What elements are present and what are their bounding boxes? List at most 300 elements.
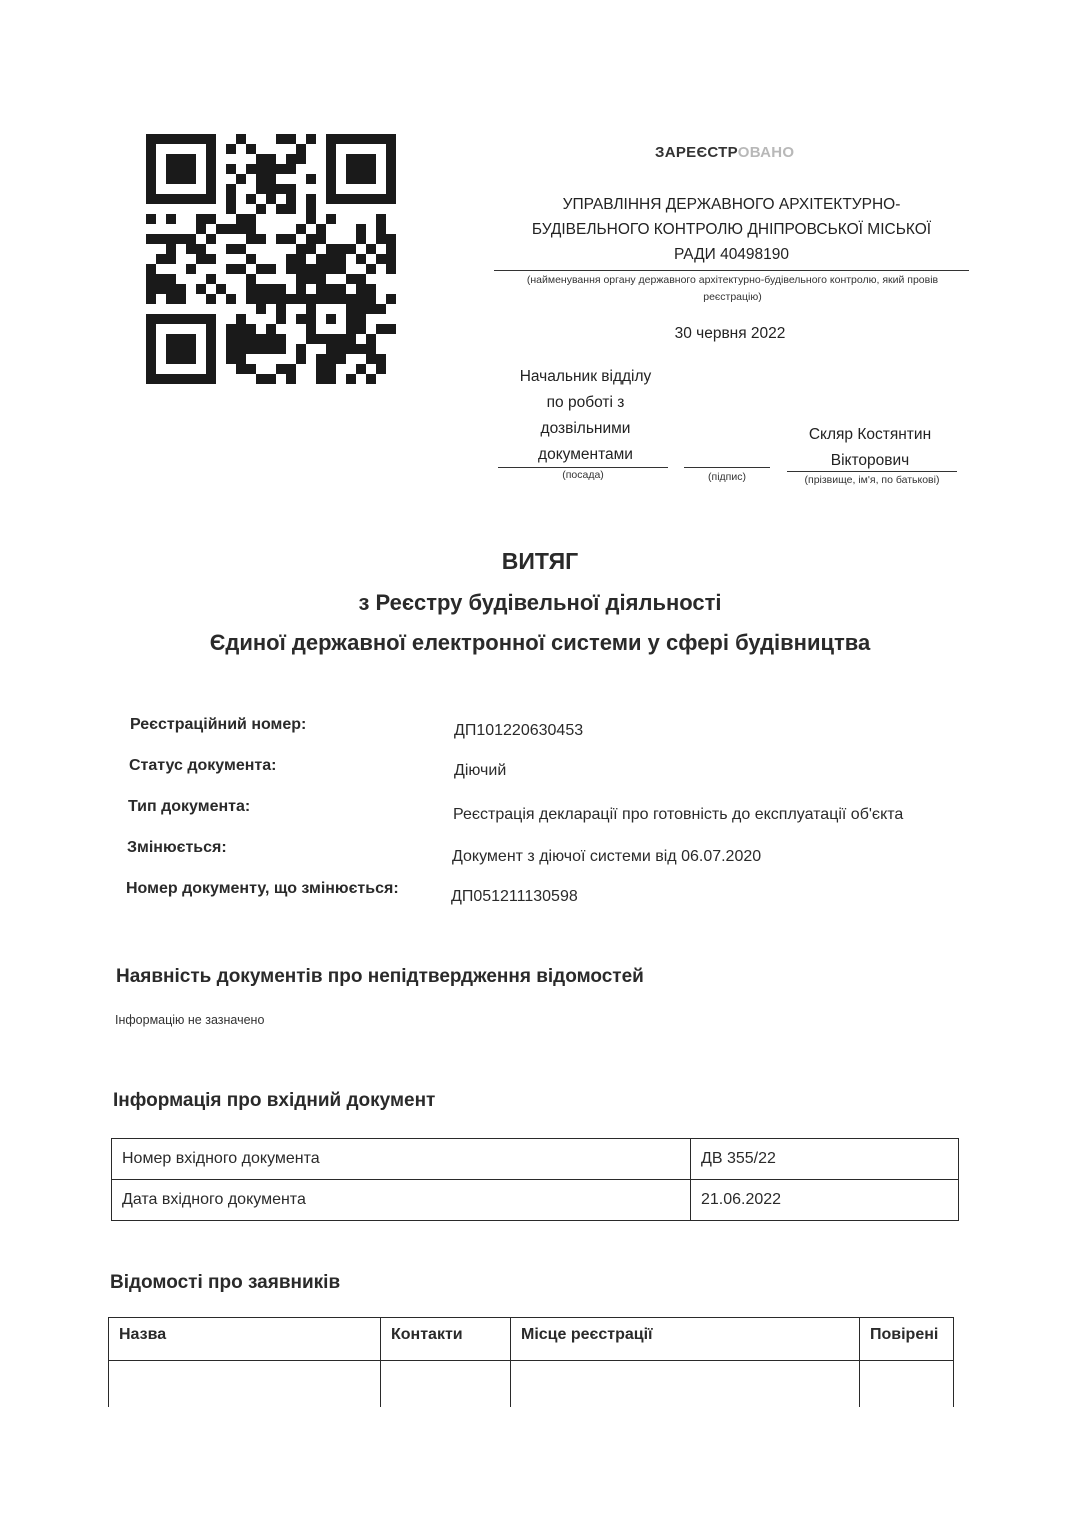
organ-underline — [494, 270, 969, 271]
table-row — [109, 1361, 954, 1408]
qr-module — [326, 374, 336, 384]
qr-module — [316, 234, 326, 244]
qr-module — [326, 164, 336, 174]
qr-module — [186, 264, 196, 274]
qr-module — [376, 324, 386, 334]
qr-module — [326, 364, 336, 374]
qr-module — [226, 244, 236, 254]
qr-module — [286, 254, 296, 264]
qr-module — [176, 134, 186, 144]
qr-module — [326, 144, 336, 154]
qr-module — [196, 244, 206, 254]
qr-module — [286, 294, 296, 304]
qr-module — [176, 294, 186, 304]
document-subtitle: з Реєстру будівельної діяльності — [358, 590, 722, 615]
qr-module — [346, 194, 356, 204]
qr-module — [376, 214, 386, 224]
qr-module — [196, 194, 206, 204]
qr-module — [246, 334, 256, 344]
qr-module — [146, 294, 156, 304]
organ-line: УПРАВЛІННЯ ДЕРЖАВНОГО АРХІТЕКТУРНО- — [562, 196, 901, 213]
qr-module — [236, 224, 246, 234]
field-label-reg-number: Реєстраційний номер: — [130, 716, 307, 733]
qr-module — [386, 254, 396, 264]
organ-line: БУДІВЕЛЬНОГО КОНТРОЛЮ ДНІПРОВСЬКОЇ МІСЬКОЇ — [531, 221, 932, 238]
qr-module — [146, 134, 156, 144]
qr-module — [296, 224, 306, 234]
qr-module — [316, 264, 326, 274]
qr-module — [226, 354, 236, 364]
qr-module — [336, 254, 346, 264]
qr-module — [206, 274, 216, 284]
qr-module — [306, 234, 316, 244]
field-value-status: Діючий — [454, 762, 507, 779]
qr-module — [186, 154, 196, 164]
qr-module — [186, 344, 196, 354]
qr-module — [166, 134, 176, 144]
qr-module — [236, 344, 246, 354]
qr-module — [366, 164, 376, 174]
qr-module — [266, 294, 276, 304]
qr-module — [306, 214, 316, 224]
qr-module — [176, 164, 186, 174]
qr-module — [206, 234, 216, 244]
qr-module — [326, 314, 336, 324]
incoming-document-table — [111, 1138, 959, 1221]
qr-module — [286, 184, 296, 194]
qr-module — [256, 264, 266, 274]
qr-module — [276, 334, 286, 344]
qr-module — [206, 364, 216, 374]
qr-module — [166, 284, 176, 294]
qr-module — [346, 314, 356, 324]
field-value-changed-number: ДП051211130598 — [451, 888, 578, 905]
qr-module — [146, 334, 156, 344]
qr-module — [256, 184, 266, 194]
qr-module — [326, 174, 336, 184]
qr-module — [246, 344, 256, 354]
qr-module — [326, 334, 336, 344]
qr-module — [316, 364, 326, 374]
qr-module — [146, 154, 156, 164]
qr-module — [386, 154, 396, 164]
qr-module — [256, 234, 266, 244]
qr-module — [376, 194, 386, 204]
qr-module — [296, 144, 306, 154]
qr-module — [306, 174, 316, 184]
qr-module — [266, 374, 276, 384]
qr-module — [186, 164, 196, 174]
qr-module — [176, 334, 186, 344]
qr-module — [236, 214, 246, 224]
registration-stamp-status — [655, 144, 794, 161]
qr-module — [206, 134, 216, 144]
qr-module — [226, 144, 236, 154]
qr-module — [316, 374, 326, 384]
qr-module — [176, 154, 186, 164]
qr-module — [236, 324, 246, 334]
qr-module — [346, 374, 356, 384]
qr-module — [356, 234, 366, 244]
qr-module — [166, 244, 176, 254]
qr-module — [306, 194, 316, 204]
qr-module — [176, 174, 186, 184]
qr-module — [366, 284, 376, 294]
qr-module — [276, 204, 286, 214]
qr-module — [186, 194, 196, 204]
qr-module — [306, 274, 316, 284]
qr-module — [316, 274, 326, 284]
qr-module — [296, 344, 306, 354]
qr-module — [346, 294, 356, 304]
qr-module — [286, 194, 296, 204]
qr-module — [196, 224, 206, 234]
qr-module — [206, 294, 216, 304]
qr-module — [316, 254, 326, 264]
position-line: Начальник відділу — [519, 368, 652, 385]
qr-module — [156, 134, 166, 144]
qr-module — [156, 274, 166, 284]
qr-module — [186, 374, 196, 384]
qr-module — [246, 214, 256, 224]
qr-module — [356, 364, 366, 374]
table-cell — [511, 1361, 860, 1408]
qr-module — [266, 334, 276, 344]
qr-module — [296, 274, 306, 284]
qr-module — [386, 294, 396, 304]
qr-module — [386, 134, 396, 144]
qr-module — [336, 344, 346, 354]
qr-module — [336, 134, 346, 144]
qr-module — [166, 214, 176, 224]
qr-module — [316, 334, 326, 344]
qr-module — [246, 324, 256, 334]
qr-module — [296, 314, 306, 324]
qr-module — [266, 174, 276, 184]
qr-module — [306, 294, 316, 304]
qr-module — [356, 194, 366, 204]
qr-module — [356, 314, 366, 324]
qr-module — [336, 244, 346, 254]
qr-module — [146, 184, 156, 194]
qr-module — [216, 224, 226, 234]
qr-module — [286, 154, 296, 164]
qr-module — [366, 154, 376, 164]
field-label-doc-type: Тип документа: — [128, 798, 251, 815]
incoming-value-number: ДВ 355/22 — [691, 1139, 959, 1180]
qr-module — [176, 344, 186, 354]
caption-signature: (підпис) — [708, 471, 746, 483]
qr-module — [206, 214, 216, 224]
qr-module — [366, 374, 376, 384]
qr-module — [326, 344, 336, 354]
table-cell — [860, 1361, 954, 1408]
qr-module — [346, 164, 356, 174]
qr-module — [366, 294, 376, 304]
qr-module — [256, 174, 266, 184]
qr-module — [326, 184, 336, 194]
qr-module — [226, 164, 236, 174]
qr-module — [206, 164, 216, 174]
qr-module — [226, 224, 236, 234]
position-underline — [498, 467, 668, 468]
qr-module — [256, 284, 266, 294]
qr-module — [366, 334, 376, 344]
qr-module — [296, 264, 306, 274]
qr-module — [306, 324, 316, 334]
qr-module — [236, 244, 246, 254]
qr-module — [236, 134, 246, 144]
qr-module — [266, 324, 276, 334]
qr-module — [236, 264, 246, 274]
qr-module — [186, 314, 196, 324]
official-position — [498, 364, 673, 468]
qr-module — [386, 234, 396, 244]
qr-module — [256, 304, 266, 314]
qr-module — [206, 254, 216, 264]
name-underline — [787, 471, 957, 472]
qr-module — [236, 354, 246, 364]
qr-module — [206, 194, 216, 204]
qr-module — [306, 264, 316, 274]
position-line: по роботі з — [546, 394, 625, 411]
qr-module — [286, 234, 296, 244]
qr-module — [156, 234, 166, 244]
qr-module — [296, 244, 306, 254]
organ-caption: (найменування органу державного архітектурно-будівельного контролю, який провів реєстрацію) — [526, 274, 939, 303]
qr-module — [326, 354, 336, 364]
qr-module — [186, 354, 196, 364]
qr-module — [266, 184, 276, 194]
qr-module — [206, 374, 216, 384]
qr-module — [206, 324, 216, 334]
incoming-value-date: 21.06.2022 — [691, 1180, 959, 1221]
qr-module — [206, 334, 216, 344]
qr-module — [196, 254, 206, 264]
qr-module — [226, 334, 236, 344]
document-title: ВИТЯГ — [501, 548, 579, 574]
qr-module — [366, 174, 376, 184]
qr-module — [336, 294, 346, 304]
qr-module — [336, 354, 346, 364]
qr-module — [366, 134, 376, 144]
qr-module — [376, 234, 386, 244]
qr-module — [356, 274, 366, 284]
qr-module — [176, 354, 186, 364]
qr-module — [346, 344, 356, 354]
qr-module — [146, 234, 156, 244]
qr-module — [246, 254, 256, 264]
qr-module — [186, 174, 196, 184]
qr-module — [356, 224, 366, 234]
table-cell — [109, 1361, 381, 1408]
qr-module — [276, 184, 286, 194]
qr-module — [216, 284, 226, 294]
qr-module — [326, 194, 336, 204]
qr-module — [376, 254, 386, 264]
position-line: дозвільними — [540, 420, 631, 437]
qr-module — [256, 154, 266, 164]
qr-module — [166, 334, 176, 344]
incoming-label-date: Дата вхідного документа — [112, 1180, 691, 1221]
qr-module — [276, 234, 286, 244]
qr-module — [196, 214, 206, 224]
qr-module — [146, 364, 156, 374]
qr-module — [226, 344, 236, 354]
qr-module — [166, 174, 176, 184]
qr-module — [276, 344, 286, 354]
qr-module — [266, 164, 276, 174]
qr-module — [256, 334, 266, 344]
qr-module — [296, 354, 306, 364]
qr-module — [146, 374, 156, 384]
qr-module — [186, 334, 196, 344]
qr-module — [376, 364, 386, 374]
qr-module — [226, 194, 236, 204]
qr-module — [316, 224, 326, 234]
qr-module — [286, 374, 296, 384]
qr-module — [366, 344, 376, 354]
field-value-reg-number: ДП101220630453 — [454, 722, 584, 739]
qr-module — [196, 374, 206, 384]
qr-module — [166, 374, 176, 384]
qr-module — [156, 194, 166, 204]
qr-module — [356, 284, 366, 294]
qr-module — [206, 184, 216, 194]
qr-module — [346, 304, 356, 314]
field-label-changed-number: Номер документу, що змінюється: — [126, 880, 399, 897]
qr-module — [156, 374, 166, 384]
qr-module — [266, 284, 276, 294]
qr-module — [306, 134, 316, 144]
qr-module — [286, 264, 296, 274]
qr-module — [346, 174, 356, 184]
qr-module — [146, 324, 156, 334]
qr-module — [146, 354, 156, 364]
stamp-status-faded: ОВАНО — [737, 144, 795, 161]
qr-module — [266, 154, 276, 164]
qr-module — [246, 144, 256, 154]
qr-module — [346, 334, 356, 344]
qr-module — [186, 244, 196, 254]
qr-module — [146, 194, 156, 204]
qr-module — [356, 164, 366, 174]
qr-module — [176, 374, 186, 384]
qr-module — [296, 294, 306, 304]
qr-module — [236, 334, 246, 344]
qr-module — [356, 344, 366, 354]
qr-module — [306, 334, 316, 344]
qr-module — [246, 194, 256, 204]
qr-module — [386, 144, 396, 154]
qr-module — [246, 364, 256, 374]
qr-module — [246, 284, 256, 294]
qr-module — [296, 254, 306, 264]
qr-module — [266, 344, 276, 354]
stamp-status-text: ЗАРЕЄСТР — [655, 144, 738, 161]
qr-module — [266, 264, 276, 274]
qr-module — [246, 164, 256, 174]
qr-module — [386, 194, 396, 204]
qr-module — [176, 234, 186, 244]
field-value-changes: Документ з діючої системи від 06.07.2020 — [452, 848, 762, 865]
qr-module — [246, 224, 256, 234]
qr-module — [336, 334, 346, 344]
column-header-representatives: Повірені — [860, 1318, 954, 1361]
qr-code — [146, 134, 396, 384]
qr-module — [156, 284, 166, 294]
qr-module — [226, 204, 236, 214]
qr-module — [286, 164, 296, 174]
qr-module — [196, 314, 206, 324]
qr-module — [226, 294, 236, 304]
qr-module — [176, 194, 186, 204]
column-header-contacts: Контакти — [381, 1318, 511, 1361]
qr-module — [256, 164, 266, 174]
qr-module — [276, 134, 286, 144]
qr-module — [386, 174, 396, 184]
qr-module — [156, 314, 166, 324]
qr-module — [246, 274, 256, 284]
document-subtitle-system: Єдиної державної електронної системи у сфері будівництва — [209, 630, 871, 655]
nonconfirm-note: Інформацію не зазначено — [115, 1013, 265, 1027]
signer-line: Скляр Костянтин — [808, 426, 932, 443]
qr-module — [256, 204, 266, 214]
qr-module — [196, 134, 206, 144]
qr-module — [266, 194, 276, 204]
qr-module — [166, 314, 176, 324]
qr-module — [346, 134, 356, 144]
qr-module — [356, 324, 366, 334]
qr-module — [256, 294, 266, 304]
qr-module — [196, 284, 206, 294]
qr-module — [296, 284, 306, 294]
qr-module — [326, 214, 336, 224]
qr-module — [286, 134, 296, 144]
qr-module — [376, 304, 386, 314]
qr-module — [166, 254, 176, 264]
qr-module — [166, 164, 176, 174]
qr-module — [166, 354, 176, 364]
qr-module — [146, 344, 156, 354]
qr-module — [186, 234, 196, 244]
qr-module — [356, 154, 366, 164]
qr-module — [276, 304, 286, 314]
qr-module — [226, 184, 236, 194]
qr-module — [176, 314, 186, 324]
column-header-registration-place: Місце реєстрації — [511, 1318, 860, 1361]
qr-module — [356, 304, 366, 314]
qr-module — [146, 274, 156, 284]
qr-module — [386, 324, 396, 334]
qr-module — [236, 314, 246, 324]
qr-module — [146, 214, 156, 224]
qr-module — [386, 184, 396, 194]
qr-module — [326, 264, 336, 274]
qr-module — [316, 354, 326, 364]
field-value-doc-type: Реєстрація декларації про готовність до експлуатації об'єкта — [453, 806, 904, 823]
qr-module — [376, 224, 386, 234]
table-cell — [381, 1361, 511, 1408]
qr-module — [336, 194, 346, 204]
signature-underline — [684, 467, 770, 468]
qr-module — [326, 254, 336, 264]
qr-module — [146, 144, 156, 154]
signer-line: Вікторович — [830, 452, 910, 469]
qr-module — [316, 294, 326, 304]
qr-module — [356, 134, 366, 144]
caption-name: (прізвище, ім'я, по батькові) — [804, 474, 940, 486]
